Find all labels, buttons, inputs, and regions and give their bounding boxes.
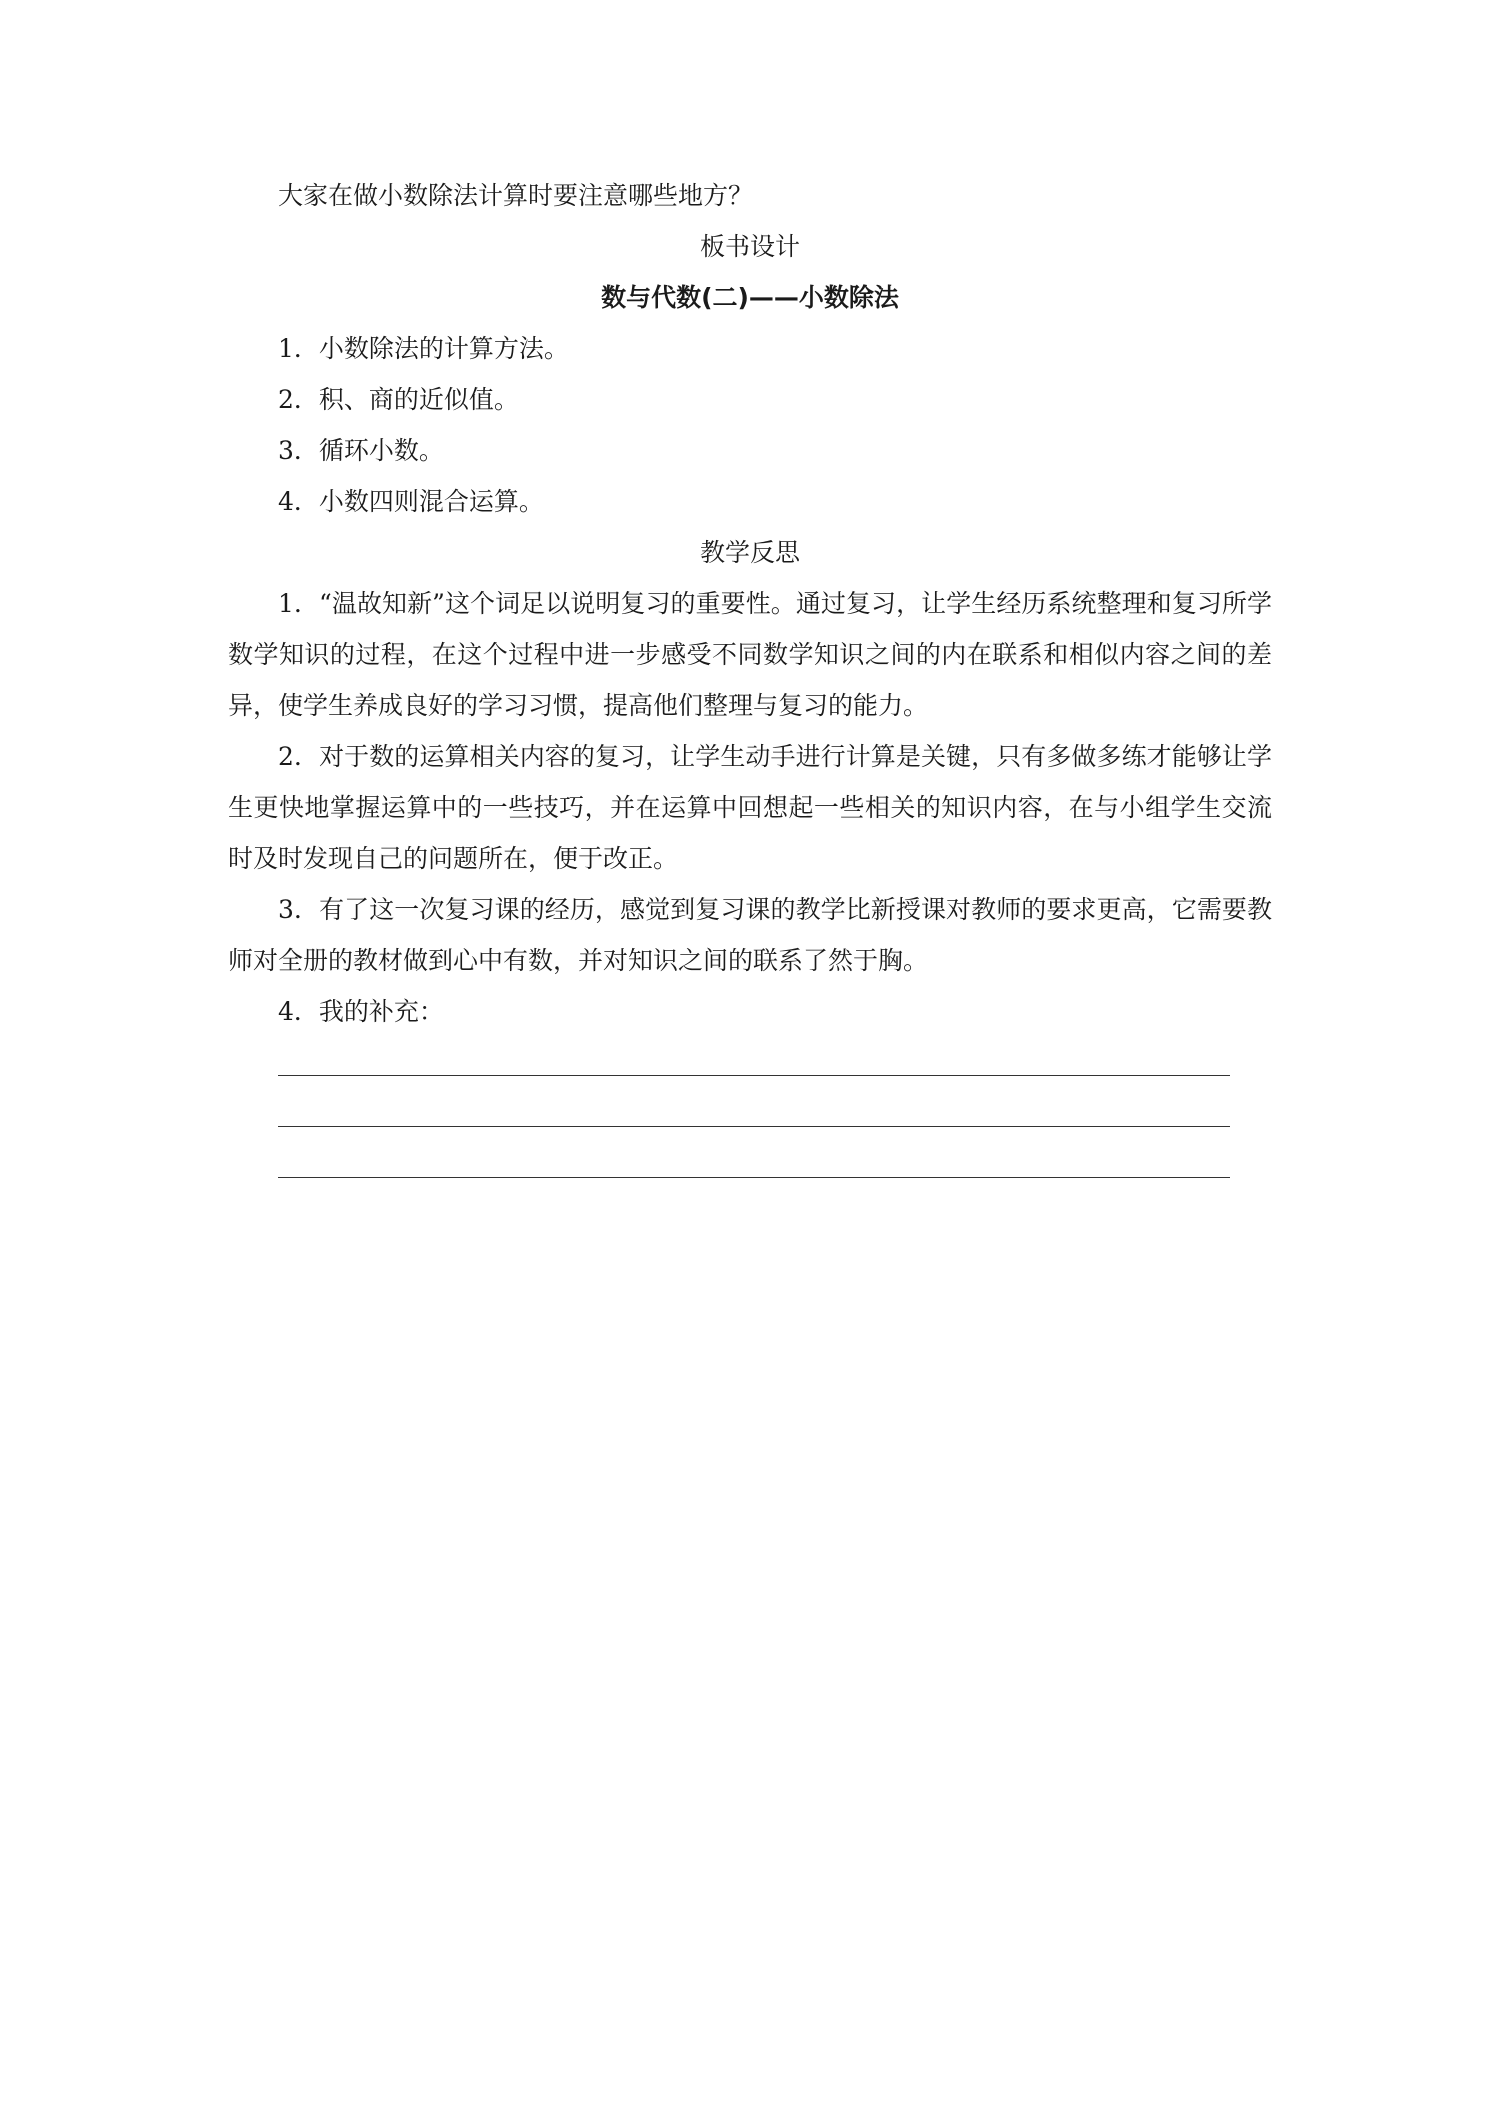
reflection-paragraph: 2．对于数的运算相关内容的复习，让学生动手进行计算是关键，只有多做多练才能够让学生更快地掌握运算中的一些技巧，并在运算中回想起一些相关的知识内容，在与小组学生交流时及时发现自己的问题所在，便于改正。 [228,742,1272,873]
blank-answer-line [278,1088,1230,1139]
blank-answer-line [278,1037,1230,1088]
board-item: 4．小数四则混合运算。 [278,487,544,516]
board-design-heading: 板书设计 [699,232,800,261]
supplement-label: 4．我的补充： [278,997,444,1026]
board-item: 3．循环小数。 [278,436,444,465]
board-item: 2．积、商的近似值。 [278,385,519,414]
reflection-paragraph: 3．有了这一次复习课的经历，感觉到复习课的教学比新授课对教师的要求更高，它需要教师对全册的教材做到心中有数，并对知识之间的联系了然于胸。 [228,895,1272,975]
document-content [228,170,1272,1190]
blank-answer-line [278,1139,1230,1190]
review-question: 大家在做小数除法计算时要注意哪些地方？ [278,181,754,210]
board-design-title: 数与代数(二)——小数除法 [601,283,899,312]
reflection-heading: 教学反思 [699,538,800,567]
reflection-paragraph: 1．“温故知新”这个词足以说明复习的重要性。通过复习，让学生经历系统整理和复习所学数学知识的过程，在这个过程中进一步感受不同数学知识之间的内在联系和相似内容之间的差异，使学生养成良好的学习习惯，提高他们整理与复习的能力。 [228,589,1272,720]
board-item: 1．小数除法的计算方法。 [278,334,569,363]
